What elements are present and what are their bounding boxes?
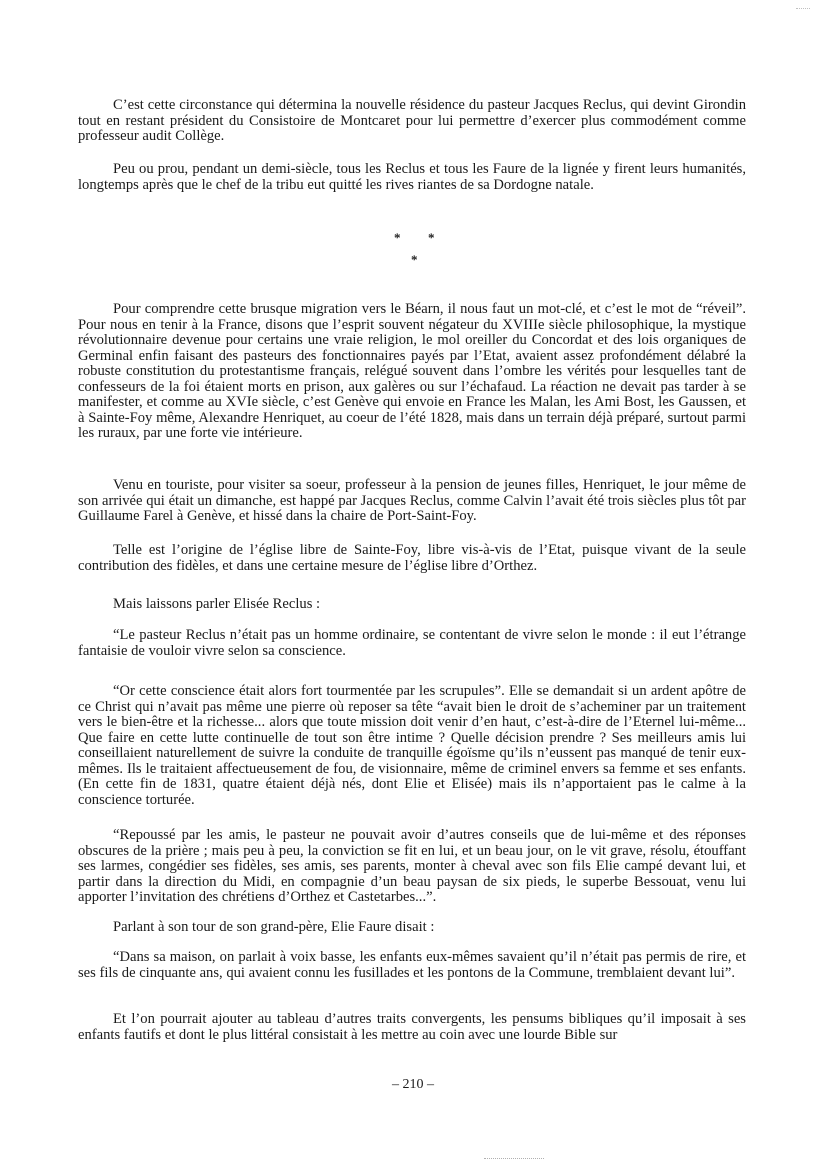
separator-star-bottom: * [411,252,418,267]
paragraph-5: Telle est l’origine de l’église libre de Sainte-Foy, libre vis-à-vis de l’Etat, puisque vivant de la seule contribution des fidèles, et dans une certaine mesure de l’église libre d’Orthez. [78,542,746,574]
paragraph-9: “Repoussé par les amis, le pasteur ne pouvait avoir d’autres conseils que de lui-même et des réponses obscures de la prière ; mais peu à peu, la conviction se fit en lui, et un beau jour, on le vit grave, résolu, étouffant ses larmes, congédier ses fidèles, ses amis, ses parents, monter à cheval avec son fils Elie campé devant lui, et partir dans la direction du Midi, en compagnie d’un beau paysan de six pieds, le superbe Bessouat, venu lui apporter l’invitation des chrétiens d’Orthez et Castetarbes...”. [78,827,746,905]
paragraph-1: C’est cette circonstance qui détermina la nouvelle résidence du pasteur Jacques Reclus, qui devint Girondin tout en restant président du Consistoire de Montcaret pour lui permettre d’exercer plus commodément comme professeur audit Collège. [78,97,746,144]
separator-star-left: * [394,230,401,245]
paragraph-7: “Le pasteur Reclus n’était pas un homme ordinaire, se contentant de vivre selon le monde : il eut l’étrange fantaisie de vouloir vivre selon sa conscience. [78,627,746,659]
separator-star-right: * [428,230,435,245]
paragraph-10: Parlant à son tour de son grand-père, Elie Faure disait : [113,919,435,935]
scan-edge-mark-bottom [484,1158,544,1160]
page-number: – 210 – [392,1077,434,1092]
paragraph-12: Et l’on pourrait ajouter au tableau d’autres traits convergents, les pensums bibliques qu’il imposait à ses enfants fautifs et dont le plus littéral consistait à les mettre au coin avec une lourde Bible sur [78,1011,746,1043]
scan-edge-mark [796,8,810,10]
paragraph-8: “Or cette conscience était alors fort tourmentée par les scrupules”. Elle se demandait si un ardent apôtre de ce Christ qui n’avait pas même une pierre où reposer sa tête “avait bien le droit de s’acheminer par un traitement vers le bien-être et la richesse... alors que toute mission doit venir d’en haut, c’est-à-dire de l’Eternel lui-même... Que faire en cette lutte continuelle de tout son être intime ? Quelle décision prendre ? Ses meilleurs amis lui conseillaient naturellement de suivre la conduite de tranquille égoïsme qu’ils n’eussent pas manqué de tenir eux-mêmes. Ils le traitaient affectueusement de fou, de visionnaire, même de criminel envers sa femme et ses enfants. (En cette fin de 1831, quatre étaient déjà nés, dont Elie et Elisée) mais ils n’apportaient pas le calme à la conscience torturée. [78,683,746,808]
paragraph-2: Peu ou prou, pendant un demi-siècle, tous les Reclus et tous les Faure de la lignée y firent leurs humanités, longtemps après que le chef de la tribu eut quitté les rives riantes de sa Dordogne natale. [78,161,746,193]
paragraph-6: Mais laissons parler Elisée Reclus : [113,596,321,612]
paragraph-11: “Dans sa maison, on parlait à voix basse, les enfants eux-mêmes savaient qu’il n’était pas permis de rire, et ses fils de cinquante ans, qui avaient connu les fusillades et les pontons de la Commune, tremblaient devant lui”. [78,949,746,981]
paragraph-4: Venu en touriste, pour visiter sa soeur, professeur à la pension de jeunes filles, Henriquet, le jour même de son arrivée qui était un dimanche, est happé par Jacques Reclus, comme Calvin l’avait été trois siècles plus tôt par Guillaume Farel à Genève, et hissé dans la chaire de Port-Saint-Foy. [78,477,746,524]
paragraph-3: Pour comprendre cette brusque migration vers le Béarn, il nous faut un mot-clé, et c’est le mot de “réveil”. Pour nous en tenir à la France, disons que l’esprit souvent négateur du XVIIIe siècle philosophique, la mystique révolutionnaire devenue pour certains une vraie religion, le mol oreiller du Concordat et des lois organiques de Germinal enfin faisant des pasteurs des fonctionnaires payés par l’Etat, avaient assez profondément délabré la robuste constitution du protestantisme français, relégué souvent dans l’ombre les vérités pour lesquelles tant de confesseurs de la foi étaient morts en prison, aux galères ou sur l’échafaud. La réaction ne devait pas tarder à se manifester, et comme au XVIe siècle, c’est Genève qui envoie en France les Malan, les Ami Bost, les Gaussen, et à Sainte-Foy même, Alexandre Henriquet, au coeur de l’été 1828, mais dans un terrain déjà préparé, surtout parmi les ruraux, par une forte vie intérieure. [78,301,746,441]
